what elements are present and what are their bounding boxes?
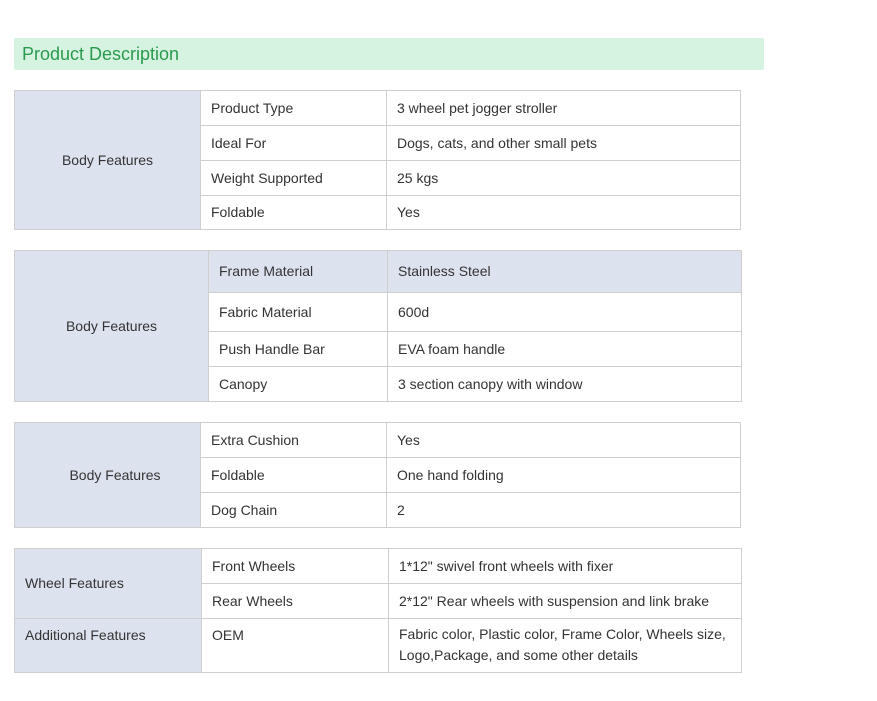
- spec-label: Foldable: [201, 458, 387, 493]
- spec-label: OEM: [202, 619, 389, 673]
- spec-value: EVA foam handle: [388, 332, 742, 367]
- product-description-header: [14, 38, 764, 70]
- spec-value: Yes: [387, 423, 741, 458]
- spec-label: Dog Chain: [201, 493, 387, 528]
- group-label: Body Features: [15, 251, 209, 402]
- spec-value: 3 wheel pet jogger stroller: [387, 91, 741, 126]
- spec-value: One hand folding: [387, 458, 741, 493]
- table-row: [15, 91, 741, 126]
- spec-value: Yes: [387, 196, 741, 230]
- spec-value: 2*12" Rear wheels with suspension and link brake: [389, 584, 742, 619]
- spec-value: Dogs, cats, and other small pets: [387, 126, 741, 161]
- spec-value: 25 kgs: [387, 161, 741, 196]
- group-label: Additional Features: [15, 619, 202, 673]
- spec-label: Extra Cushion: [201, 423, 387, 458]
- group-label: Body Features: [15, 423, 201, 528]
- group-label: Body Features: [15, 91, 201, 230]
- body-features-table-1: [14, 90, 741, 230]
- body-features-table-3: [14, 422, 741, 528]
- spec-value: 2: [387, 493, 741, 528]
- body-features-table-2: [14, 250, 742, 402]
- spec-value: 600d: [388, 293, 742, 332]
- table-row: [15, 423, 741, 458]
- spec-value: 1*12" swivel front wheels with fixer: [389, 549, 742, 584]
- spec-value: Stainless Steel: [388, 251, 742, 293]
- wheel-additional-features-table: [14, 548, 742, 673]
- table-row: [15, 619, 742, 673]
- spec-label: Canopy: [209, 367, 388, 402]
- spec-label: Front Wheels: [202, 549, 389, 584]
- spec-value: Fabric color, Plastic color, Frame Color, Wheels size, Logo,Package, and some other details: [389, 619, 742, 673]
- spec-label: Weight Supported: [201, 161, 387, 196]
- spec-label: Ideal For: [201, 126, 387, 161]
- table-row: [15, 251, 742, 293]
- table-row: [15, 549, 742, 584]
- spec-label: Foldable: [201, 196, 387, 230]
- section-title: Product Description: [22, 44, 180, 64]
- spec-label: Push Handle Bar: [209, 332, 388, 367]
- spec-label: Fabric Material: [209, 293, 388, 332]
- spec-label: Product Type: [201, 91, 387, 126]
- spec-label: Rear Wheels: [202, 584, 389, 619]
- spec-label: Frame Material: [209, 251, 388, 293]
- spec-value: 3 section canopy with window: [388, 367, 742, 402]
- group-label: Wheel Features: [15, 549, 202, 619]
